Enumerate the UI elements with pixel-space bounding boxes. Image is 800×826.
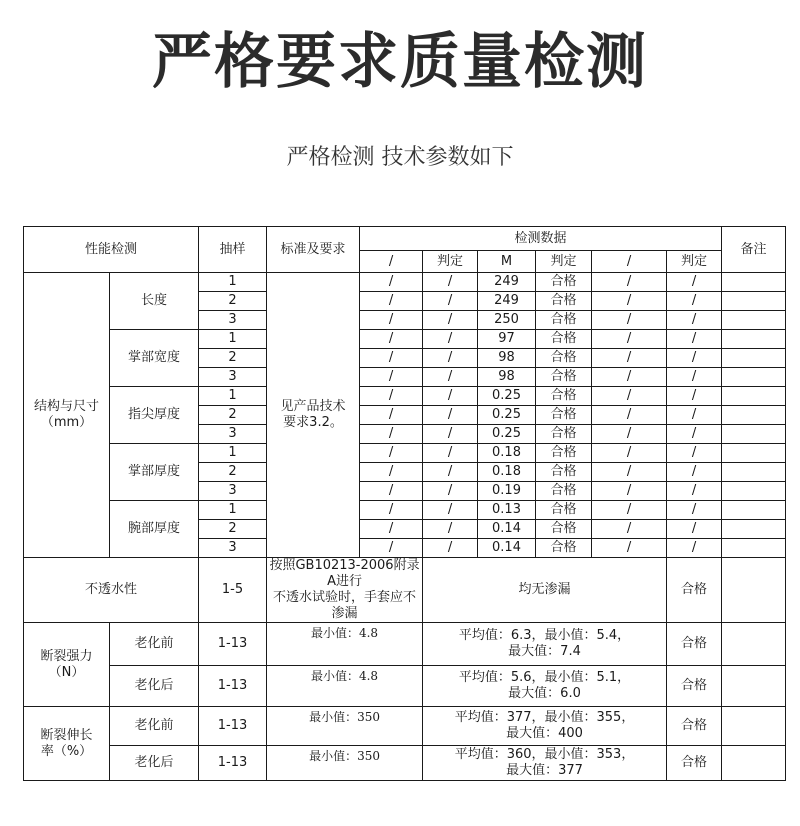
sample-number: 3	[199, 482, 267, 501]
data-cell: /	[360, 349, 423, 368]
data-cell: /	[360, 273, 423, 292]
data-cell: /	[592, 425, 667, 444]
condition-label: 老化后	[110, 746, 199, 781]
data-cell: /	[360, 292, 423, 311]
waterproof-standard-line: 不透水试验时，手套应不渗漏	[273, 590, 417, 621]
data-cell: 合格	[536, 387, 592, 406]
data-cell: 0.14	[478, 539, 536, 558]
remark-cell	[722, 292, 786, 311]
group-name: 指尖厚度	[110, 387, 199, 444]
data-cell: /	[667, 463, 722, 482]
requirement-value: 最小值：4.8	[267, 666, 423, 707]
remark-cell	[722, 463, 786, 482]
judge-value: 合格	[667, 746, 722, 781]
judge-value: 合格	[667, 623, 722, 666]
header-sub-cell: 判定	[423, 251, 478, 273]
sample-number: 1	[199, 273, 267, 292]
sample-number: 2	[199, 406, 267, 425]
data-cell: /	[423, 387, 478, 406]
page-title: 严格要求质量检测	[152, 27, 648, 97]
result-line: 平均值：360，最小值：353，	[454, 747, 635, 762]
remark-cell	[722, 666, 786, 707]
remark-cell	[722, 330, 786, 349]
table-row	[24, 558, 786, 623]
table-row	[24, 273, 786, 292]
data-cell: /	[592, 520, 667, 539]
data-cell: /	[667, 482, 722, 501]
group-name: 长度	[110, 273, 199, 330]
data-cell: /	[360, 311, 423, 330]
header-sample: 抽样	[199, 227, 267, 273]
waterproof-standard	[267, 558, 423, 623]
waterproof-standard-line: 按照GB10213-2006附录A进行	[269, 558, 420, 589]
requirement-value: 最小值：4.8	[267, 623, 423, 666]
header-standard: 标准及要求	[267, 227, 360, 273]
data-cell: 合格	[536, 368, 592, 387]
data-cell: /	[360, 482, 423, 501]
result-value	[423, 666, 667, 707]
data-cell: /	[667, 273, 722, 292]
remark-cell	[722, 707, 786, 746]
data-cell: /	[667, 387, 722, 406]
result-line: 最大值：377	[506, 763, 583, 778]
judge-value: 合格	[667, 707, 722, 746]
remark-cell	[722, 746, 786, 781]
remark-cell	[722, 311, 786, 330]
data-cell: /	[360, 501, 423, 520]
remark-cell	[722, 273, 786, 292]
data-cell: /	[667, 368, 722, 387]
requirement-value: 最小值：350	[267, 707, 423, 746]
condition-label: 老化后	[110, 666, 199, 707]
sample-range: 1-13	[199, 666, 267, 707]
data-cell: /	[423, 406, 478, 425]
data-cell: 98	[478, 349, 536, 368]
data-cell: /	[592, 273, 667, 292]
waterproof-label: 不透水性	[24, 558, 199, 623]
waterproof-result: 均无渗漏	[423, 558, 667, 623]
data-cell: /	[360, 368, 423, 387]
sample-number: 1	[199, 501, 267, 520]
data-cell: /	[667, 330, 722, 349]
data-cell: /	[423, 349, 478, 368]
data-cell: 合格	[536, 463, 592, 482]
data-cell: /	[592, 349, 667, 368]
table-row	[24, 707, 786, 746]
spec-table	[23, 226, 786, 781]
data-cell: 98	[478, 368, 536, 387]
data-cell: 合格	[536, 311, 592, 330]
sample-range: 1-13	[199, 623, 267, 666]
remark-cell	[722, 425, 786, 444]
data-cell: /	[667, 406, 722, 425]
data-cell: /	[592, 292, 667, 311]
table-row	[24, 746, 786, 781]
data-cell: 0.13	[478, 501, 536, 520]
header-sub-cell: 判定	[667, 251, 722, 273]
data-cell: /	[667, 311, 722, 330]
table-row	[24, 387, 786, 406]
tensile-label-unit: （N）	[48, 664, 85, 680]
remark-cell	[722, 444, 786, 463]
data-cell: 0.18	[478, 444, 536, 463]
header-sub-cell: 判定	[536, 251, 592, 273]
header-data: 检测数据	[360, 227, 722, 251]
structure-standard-line: 见产品技术	[280, 399, 346, 414]
data-cell: /	[423, 520, 478, 539]
data-cell: 0.25	[478, 387, 536, 406]
data-cell: 249	[478, 292, 536, 311]
data-cell: /	[423, 311, 478, 330]
remark-cell	[722, 349, 786, 368]
data-cell: 合格	[536, 482, 592, 501]
condition-label: 老化前	[110, 623, 199, 666]
requirement-value: 最小值：350	[267, 746, 423, 781]
data-cell: /	[360, 444, 423, 463]
remark-cell	[722, 539, 786, 558]
header-remark: 备注	[722, 227, 786, 273]
sample-number: 2	[199, 349, 267, 368]
data-cell: 0.19	[478, 482, 536, 501]
data-cell: 合格	[536, 501, 592, 520]
data-cell: /	[667, 425, 722, 444]
remark-cell	[722, 482, 786, 501]
structure-standard-line: 要求3.2。	[283, 415, 343, 430]
data-cell: 合格	[536, 425, 592, 444]
elongation-label-unit: 率（%）	[40, 743, 93, 759]
sample-number: 1	[199, 444, 267, 463]
structure-standard	[267, 273, 360, 558]
remark-cell	[722, 387, 786, 406]
remark-cell	[722, 623, 786, 666]
sample-number: 3	[199, 368, 267, 387]
result-value	[423, 746, 667, 781]
table-row	[24, 666, 786, 707]
data-cell: /	[423, 368, 478, 387]
data-cell: /	[592, 368, 667, 387]
data-cell: 97	[478, 330, 536, 349]
data-cell: /	[360, 387, 423, 406]
data-cell: /	[667, 539, 722, 558]
result-line: 平均值：5.6，最小值：5.1，	[458, 670, 631, 685]
data-cell: /	[423, 444, 478, 463]
group-name: 掌部宽度	[110, 330, 199, 387]
structure-label	[24, 273, 110, 558]
data-cell: /	[360, 539, 423, 558]
data-cell: 合格	[536, 330, 592, 349]
data-cell: 合格	[536, 539, 592, 558]
data-cell: /	[423, 539, 478, 558]
data-cell: /	[667, 349, 722, 368]
group-name: 腕部厚度	[110, 501, 199, 558]
result-line: 平均值：377，最小值：355，	[454, 710, 635, 725]
result-value	[423, 707, 667, 746]
elongation-label-line: 断裂伸长	[40, 727, 93, 743]
data-cell: /	[592, 501, 667, 520]
sample-number: 3	[199, 539, 267, 558]
sample-number: 2	[199, 292, 267, 311]
data-cell: /	[592, 387, 667, 406]
data-cell: /	[423, 330, 478, 349]
sample-number: 2	[199, 520, 267, 539]
result-line: 最大值：400	[506, 726, 583, 741]
remark-cell	[722, 406, 786, 425]
sample-number: 1	[199, 330, 267, 349]
data-cell: /	[360, 520, 423, 539]
data-cell: /	[360, 425, 423, 444]
elongation-label	[24, 707, 110, 781]
data-cell: 0.25	[478, 406, 536, 425]
data-cell: /	[360, 463, 423, 482]
data-cell: /	[360, 330, 423, 349]
data-cell: 合格	[536, 292, 592, 311]
result-value	[423, 623, 667, 666]
data-cell: 合格	[536, 349, 592, 368]
data-cell: /	[592, 463, 667, 482]
structure-label-unit: （mm）	[40, 415, 93, 430]
data-cell: 合格	[536, 520, 592, 539]
tensile-label	[24, 623, 110, 707]
tensile-label-line: 断裂强力	[40, 648, 93, 664]
data-cell: 合格	[536, 273, 592, 292]
header-sub-cell: /	[592, 251, 667, 273]
group-name: 掌部厚度	[110, 444, 199, 501]
structure-label-line: 结构与尺寸	[33, 399, 99, 414]
data-cell: /	[667, 444, 722, 463]
result-line: 最大值：7.4	[508, 644, 581, 659]
sample-number: 3	[199, 425, 267, 444]
data-cell: /	[592, 406, 667, 425]
judge-value: 合格	[667, 666, 722, 707]
data-cell: /	[423, 463, 478, 482]
table-row	[24, 330, 786, 349]
remark-cell	[722, 520, 786, 539]
header-sub-cell: M	[478, 251, 536, 273]
header-performance: 性能检测	[24, 227, 199, 273]
sample-number: 3	[199, 311, 267, 330]
data-cell: /	[592, 482, 667, 501]
data-cell: /	[423, 273, 478, 292]
data-cell: 249	[478, 273, 536, 292]
data-cell: 250	[478, 311, 536, 330]
sample-number: 1	[199, 387, 267, 406]
remark-cell	[722, 558, 786, 623]
data-cell: /	[423, 501, 478, 520]
sample-range: 1-13	[199, 746, 267, 781]
header-sub-cell: /	[360, 251, 423, 273]
result-line: 最大值：6.0	[508, 686, 581, 701]
result-line: 平均值：6.3，最小值：5.4，	[458, 628, 631, 643]
data-cell: /	[423, 292, 478, 311]
data-cell: 合格	[536, 444, 592, 463]
table-row	[24, 623, 786, 666]
sample-number: 2	[199, 463, 267, 482]
data-cell: 0.25	[478, 425, 536, 444]
remark-cell	[722, 501, 786, 520]
data-cell: 0.14	[478, 520, 536, 539]
data-cell: 合格	[536, 406, 592, 425]
data-cell: /	[667, 292, 722, 311]
data-cell: /	[423, 482, 478, 501]
data-cell: /	[667, 520, 722, 539]
table-row	[24, 501, 786, 520]
data-cell: /	[667, 501, 722, 520]
sample-range: 1-13	[199, 707, 267, 746]
data-cell: /	[592, 311, 667, 330]
data-cell: /	[592, 444, 667, 463]
remark-cell	[722, 368, 786, 387]
waterproof-sample: 1-5	[199, 558, 267, 623]
data-cell: /	[592, 539, 667, 558]
table-row	[24, 444, 786, 463]
data-cell: 0.18	[478, 463, 536, 482]
data-cell: /	[360, 406, 423, 425]
data-cell: /	[592, 330, 667, 349]
page-subtitle: 严格检测 技术参数如下	[286, 145, 514, 170]
waterproof-judge: 合格	[667, 558, 722, 623]
data-cell: /	[423, 425, 478, 444]
condition-label: 老化前	[110, 707, 199, 746]
